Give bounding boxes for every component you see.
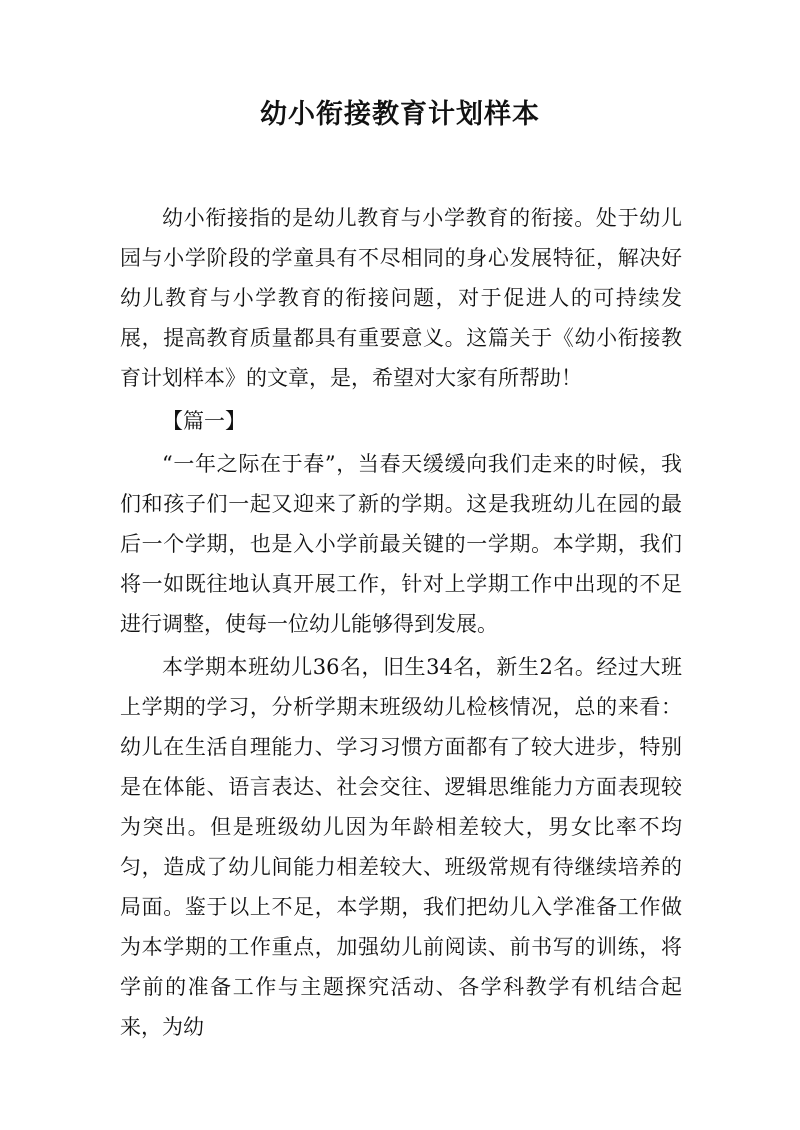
paragraph-class-status: 本学期本班幼儿36名，旧生34名，新生2名。经过大班上学期的学习，分析学期末班级幼儿检核情况，总的来看：幼儿在生活自理能力、学习习惯方面都有了较大进步，特别是在体能、语言表达、社会交往、逻辑思维能力方面表现较为突出。但是班级幼儿因为年龄相差较大，男女比率不均匀，造成了幼儿间能力相差较大、班级常规有待继续培养的局面。鉴于以上不足，本学期，我们把幼儿入学准备工作做为本学期的工作重点，加强幼儿前阅读、前书写的训练，将学前的准备工作与主题探究活动、各学科教学有机结合起来，为幼 xyxy=(120,655,682,1039)
paragraph-opening: “一年之际在于春”，当春天缓缓向我们走来的时候，我们和孩子们一起又迎来了新的学期。这是我班幼儿在园的最后一个学期，也是入小学前最关键的一学期。本学期，我们将一如既往地认真开展工作，针对上学期工作中出现的不足进行调整，使每一位幼儿能够得到发展。 xyxy=(120,452,682,636)
document-title: 幼小衔接教育计划样本 xyxy=(260,99,540,130)
section-heading: 【篇一】 xyxy=(162,409,246,433)
paragraph-intro: 幼小衔接指的是幼儿教育与小学教育的衔接。处于幼儿园与小学阶段的学童具有不尽相同的身心发展特征，解决好幼儿教育与小学教育的衔接问题，对于促进人的可持续发展，提高教育质量都具有重要意义。这篇关于《幼小衔接教育计划样本》的文章，是，希望对大家有所帮助！ xyxy=(120,206,682,390)
document-body xyxy=(120,198,682,1047)
